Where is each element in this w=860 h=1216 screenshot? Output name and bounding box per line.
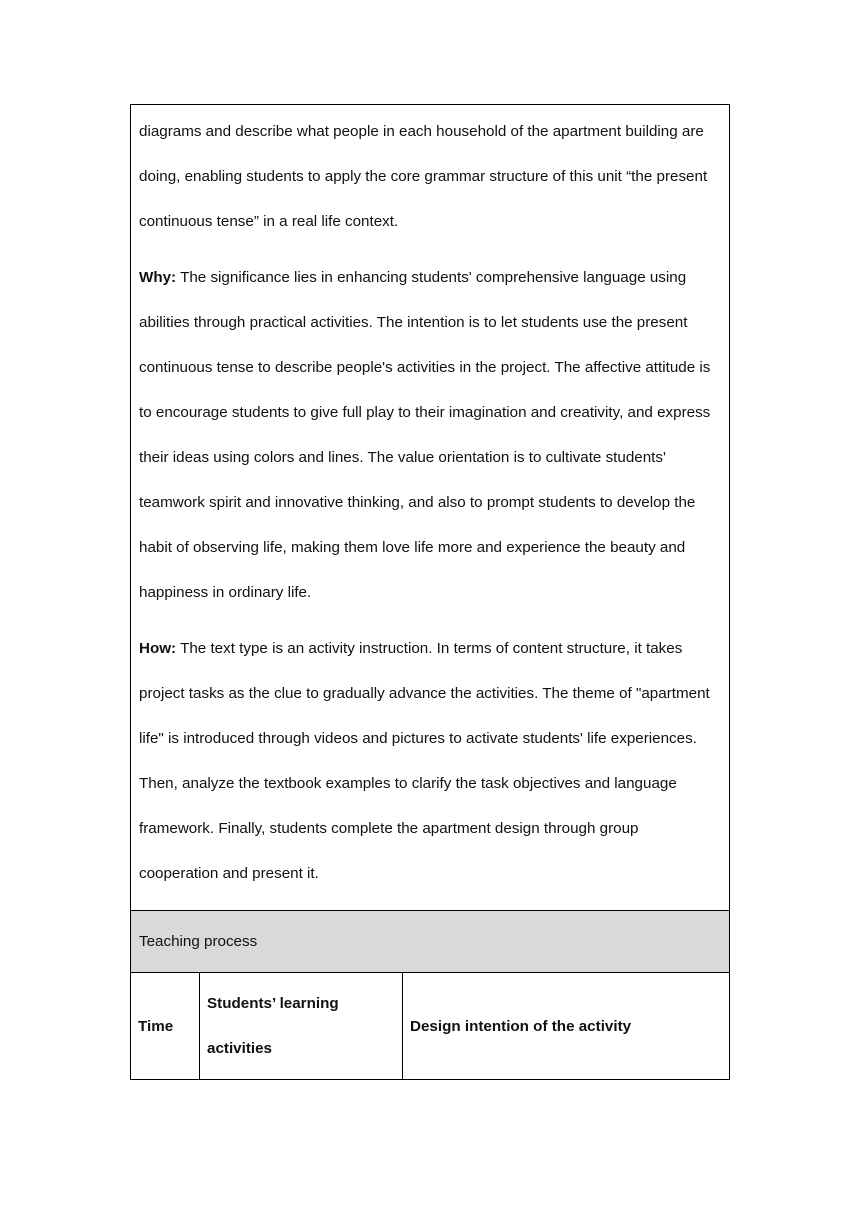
how-text: The text type is an activity instruction. In terms of content structure, it takes project tasks as the clue to gradually advance the activities. The theme of "apartment life" is introduced through videos and pictures to activate students' life experiences. Then, analyze the textbook examples to clarify the task objectives and language framework. Finally, students complete the apartment design through group cooperation and present it. bbox=[139, 640, 710, 882]
what-paragraph-continuation: diagrams and describe what people in each household of the apartment building are doing, enabling students to apply the core grammar structure of this unit “the present continuous tense” in a real life context. bbox=[139, 123, 708, 230]
teaching-process-columns bbox=[131, 973, 729, 1079]
activities-column-header bbox=[200, 973, 403, 1079]
why-paragraph bbox=[139, 244, 721, 615]
intention-label: Design intention of the activity bbox=[410, 1017, 632, 1035]
time-column-header bbox=[131, 973, 200, 1079]
teaching-process-title: Teaching process bbox=[139, 933, 258, 950]
why-text: The significance lies in enhancing students' comprehensive language using abilities through practical activities. The intention is to let students use the present continuous tense to describe people's activities in the project. The affective attitude is to encourage students to give full play to their imagination and creativity, and express their ideas using colors and lines. The value orientation is to cultivate students' teamwork spirit and innovative thinking, and also to prompt students to develop the habit of observing life, making them love life more and experience the beauty and happiness in ordinary life. bbox=[139, 269, 711, 601]
teaching-process-header bbox=[131, 911, 729, 973]
time-label: Time bbox=[138, 1017, 174, 1035]
activities-label-line2: activities bbox=[207, 1040, 273, 1057]
why-label: Why: bbox=[139, 269, 177, 286]
intention-column-header bbox=[403, 973, 729, 1079]
activities-label-line1: Students’ learning bbox=[207, 995, 339, 1012]
how-paragraph bbox=[139, 615, 721, 896]
lesson-plan-table bbox=[130, 104, 730, 1080]
analysis-cell bbox=[131, 105, 729, 911]
how-label: How: bbox=[139, 640, 177, 657]
